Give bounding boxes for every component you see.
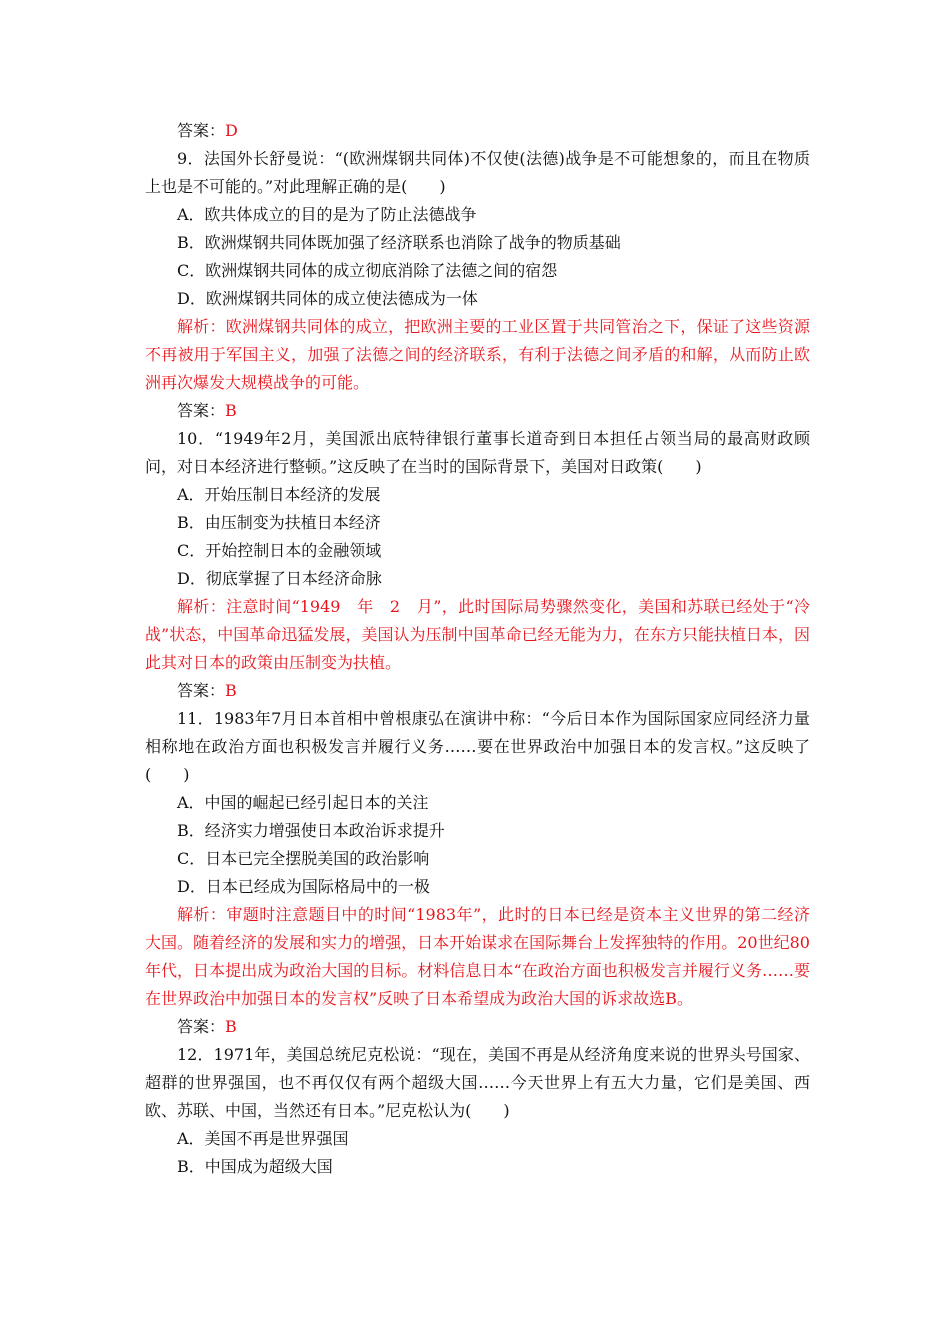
document-content [145, 117, 810, 1181]
answer-label: 答案： [177, 401, 226, 420]
option-c: C．开始控制日本的金融领域 [177, 541, 382, 560]
analysis: 解析：注意时间“1949 年 2 月”，此时国际局势骤然变化，美国和苏联已经处于“冷战”状态，中国革命迅猛发展，美国认为压制中国革命已经无能为力，在东方只能扶植日本，因此其对日本的政策由压制变为扶植。 [145, 597, 810, 672]
answer-value: B [225, 681, 237, 700]
option-d: D．欧洲煤钢共同体的成立使法德成为一体 [177, 289, 478, 308]
answer-line [145, 677, 810, 705]
option-a: A．中国的崛起已经引起日本的关注 [177, 793, 429, 812]
option-a: A．欧共体成立的目的是为了防止法德战争 [177, 205, 477, 224]
question-12 [145, 1041, 810, 1181]
option-d: D．彻底掌握了日本经济命脉 [177, 569, 382, 588]
analysis: 解析：审题时注意题目中的时间“1983年”，此时的日本已经是资本主义世界的第二经济大国。随着经济的发展和实力的增强，日本开始谋求在国际舞台上发挥独特的作用。20世纪80年代，日本提出成为政治大国的目标。材料信息日本“在政治方面也积极发言并履行义务……要在世界政治中加强日本的发言权”反映了日本希望成为政治大国的诉求故选B。 [145, 905, 810, 1008]
question-stem: 11．1983年7月日本首相中曾根康弘在演讲中称：“今后日本作为国际国家应同经济力量相称地在政治方面也积极发言并履行义务……要在世界政治中加强日本的发言权。”这反映了( ) [145, 709, 810, 784]
option-c: C．欧洲煤钢共同体的成立彻底消除了法德之间的宿怨 [177, 261, 558, 280]
option-b: B．欧洲煤钢共同体既加强了经济联系也消除了战争的物质基础 [177, 233, 621, 252]
option-b: B．由压制变为扶植日本经济 [177, 513, 381, 532]
answer-label: 答案： [177, 1017, 226, 1036]
analysis: 解析：欧洲煤钢共同体的成立，把欧洲主要的工业区置于共同管治之下，保证了这些资源不再被用于军国主义，加强了法德之间的经济联系，有利于法德之间矛盾的和解，从而防止欧洲再次爆发大规模战争的可能。 [145, 317, 810, 392]
answer-value: D [225, 121, 238, 140]
answer-line [145, 1013, 810, 1041]
question-11 [145, 705, 810, 1041]
option-c: C．日本已完全摆脱美国的政治影响 [177, 849, 430, 868]
answer-label: 答案： [177, 121, 226, 140]
answer-line [145, 397, 810, 425]
answer-line [145, 117, 810, 145]
option-a: A．美国不再是世界强国 [177, 1129, 349, 1148]
option-a: A．开始压制日本经济的发展 [177, 485, 381, 504]
answer-value: B [225, 401, 237, 420]
question-10 [145, 425, 810, 705]
question-stem: 12．1971年，美国总统尼克松说：“现在，美国不再是从经济角度来说的世界头号国家、超群的世界强国，也不再仅仅有两个超级大国……今天世界上有五大力量，它们是美国、西欧、苏联、中国，当然还有日本。”尼克松认为( ) [145, 1045, 810, 1120]
option-b: B．经济实力增强使日本政治诉求提升 [177, 821, 445, 840]
answer-value: B [225, 1017, 237, 1036]
question-stem: 9．法国外长舒曼说：“(欧洲煤钢共同体)不仅使(法德)战争是不可能想象的，而且在物质上也是不可能的。”对此理解正确的是( ) [145, 149, 810, 196]
question-9 [145, 145, 810, 425]
question-stem: 10．“1949年2月，美国派出底特律银行董事长道奇到日本担任占领当局的最高财政顾问，对日本经济进行整顿。”这反映了在当时的国际背景下，美国对日政策( ) [145, 429, 810, 476]
answer-label: 答案： [177, 681, 226, 700]
option-b: B．中国成为超级大国 [177, 1157, 333, 1176]
option-d: D．日本已经成为国际格局中的一极 [177, 877, 430, 896]
